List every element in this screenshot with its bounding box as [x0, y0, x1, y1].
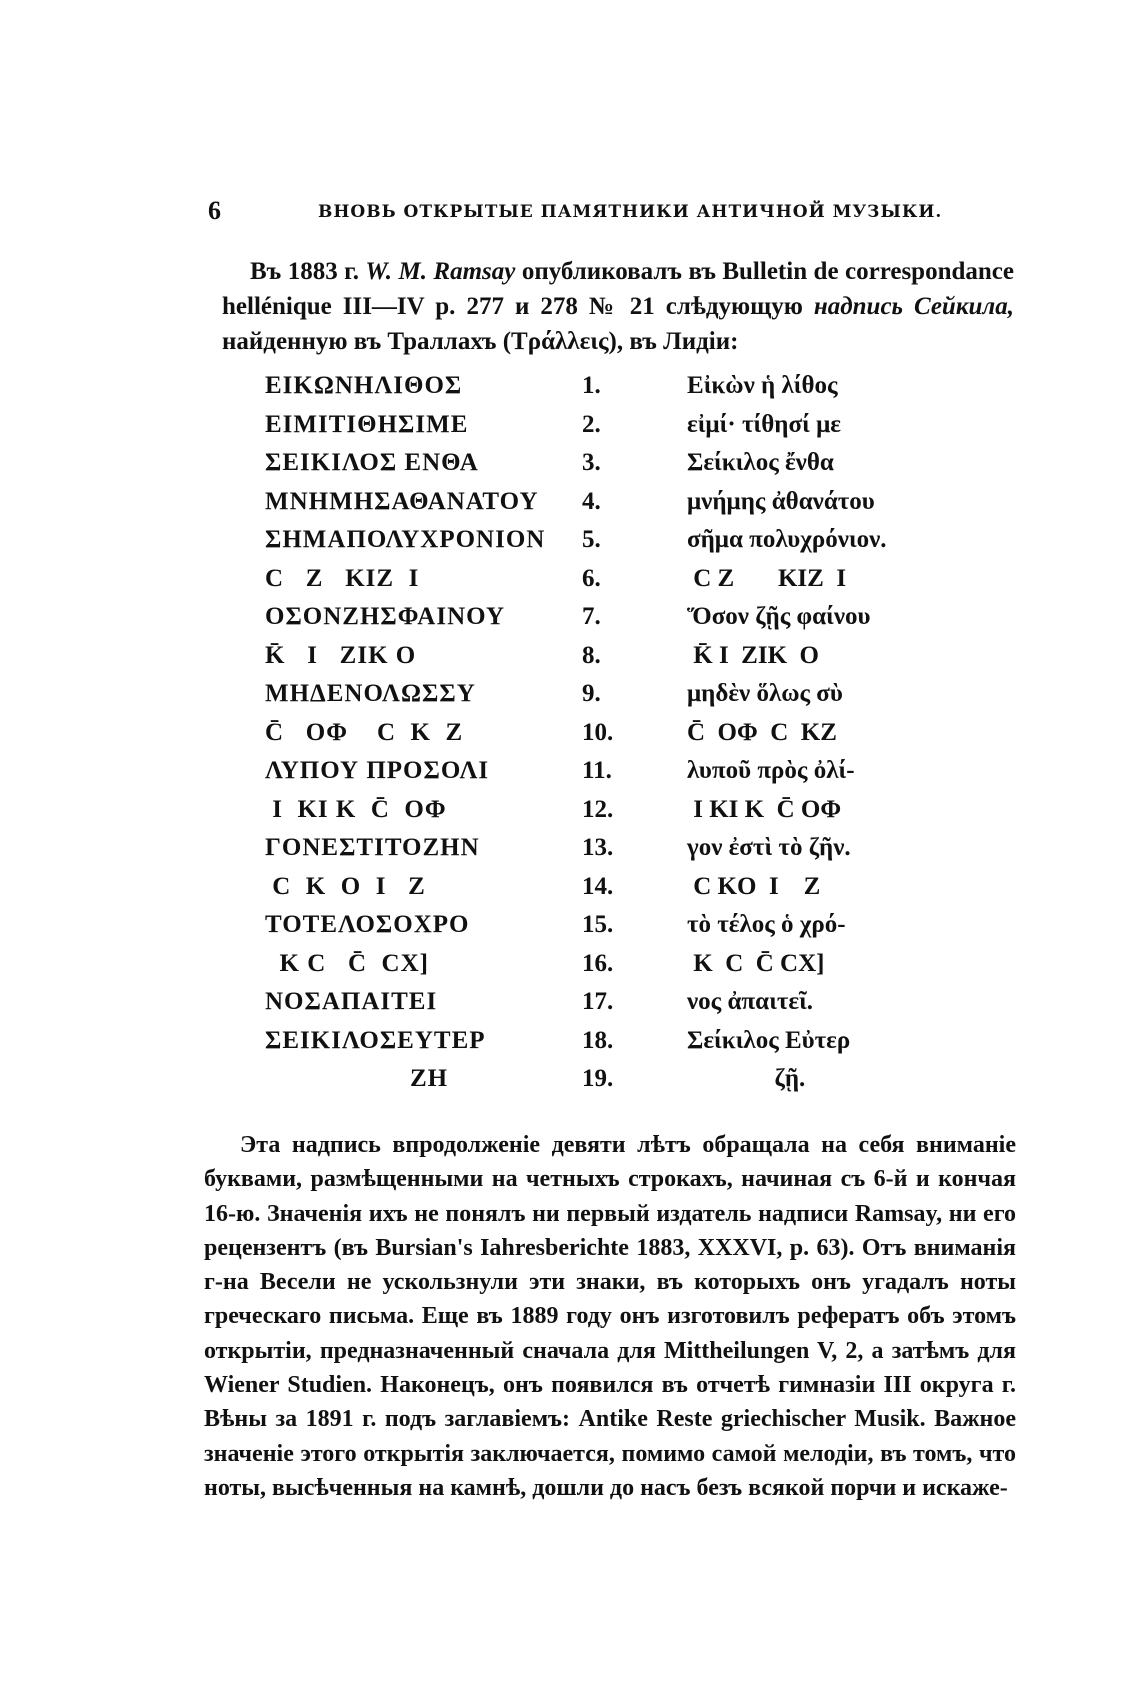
inscription-table: [265, 372, 925, 1104]
transcription-text: Σείκιλος ἔνθα: [687, 449, 834, 476]
inscription-line: [265, 950, 925, 989]
transcription-text: εἰμί· τίθησί με: [687, 410, 841, 438]
inscription-line: [265, 796, 925, 835]
transcription-text: ζῇ.: [687, 1065, 806, 1092]
greek-text: K C C̄ CX]: [265, 949, 429, 977]
inscription-line: [265, 526, 925, 565]
inscription-line: [265, 488, 925, 527]
author-name: W. M. Ramsay: [365, 258, 516, 285]
line-number: 4.: [582, 487, 601, 515]
transcription-text: C̄ OΦ C KZ: [687, 718, 837, 746]
transcription-text: λυποῦ πρὸς ὀλί-: [687, 757, 855, 784]
greek-text: ΕΙΚΩΝΗΛΙΘΟΣ: [265, 372, 463, 399]
inscription-line: [265, 565, 925, 604]
greek-text: ΜΝΗΜΗΣΑΘΑΝΑΤΟΥ: [265, 487, 539, 515]
greek-text: I KI K C̄ OΦ: [265, 795, 447, 823]
intro-text: опубликовалъ въ Bulletin de correspondance hellénique III—IV р. 277 и 278 № 21 слѣдующую: [222, 258, 1014, 320]
intro-paragraph: [222, 254, 1014, 359]
transcription-text: K̄ I ZIK O: [687, 641, 819, 669]
transcription-text: μηδὲν ὅλως σὺ: [687, 680, 843, 707]
greek-text: ΤΟΤΕΛΟΣΟΧΡΟ: [265, 911, 470, 938]
line-number: 15.: [582, 911, 614, 938]
inscription-line: [265, 911, 925, 950]
line-number: 7.: [582, 603, 601, 630]
transcription-text: Ὅσον ζῇς φαίνου: [687, 603, 871, 630]
inscription-line: [265, 757, 925, 796]
inscription-line: [265, 834, 925, 873]
line-number: 16.: [582, 949, 614, 977]
greek-text: ΣΕΙΚΙΛΟΣ ΕΝΘΑ: [265, 449, 479, 476]
inscription-line: [265, 449, 925, 488]
greek-text: ΣΗΜΑΠΟΛΥΧΡΟΝΙΟΝ: [265, 526, 546, 553]
greek-text: ΜΗΔΕΝΟΛΩΣΣΥ: [265, 680, 476, 707]
running-title: ВНОВЬ ОТКРЫТЫЕ ПАМЯТНИКИ АНТИЧНОЙ МУЗЫКИ.: [318, 202, 943, 222]
transcription-text: I KI K C̄ OΦ: [687, 795, 842, 823]
inscription-line: [265, 603, 925, 642]
line-number: 1.: [582, 372, 601, 399]
inscription-name: надпись Сейкила,: [813, 293, 1014, 320]
greek-text: C̄ OΦ C K Z: [265, 718, 464, 746]
line-number: 18.: [582, 1026, 614, 1054]
line-number: 11.: [582, 757, 612, 784]
greek-text: ΝΟΣΑΠΑΙΤΕΙ: [265, 988, 438, 1015]
inscription-line: [265, 719, 925, 758]
transcription-text: μνήμης ἀθανάτου: [687, 487, 875, 515]
greek-text: ΕΙΜΙΤΙΘΗΣΙΜΕ: [265, 410, 469, 438]
greek-text: ΟΣΟΝΖΗΣΦΑΙΝΟΥ: [265, 603, 506, 630]
inscription-line: [265, 680, 925, 719]
intro-text: найденную въ Траллахъ (Τράλλεις), въ Лидіи:: [222, 328, 739, 355]
line-number: 3.: [582, 449, 601, 476]
transcription-text: γον ἐστὶ τὸ ζῆν.: [687, 834, 851, 861]
inscription-line: [265, 1065, 925, 1104]
line-number: 14.: [582, 872, 614, 900]
line-number: 5.: [582, 526, 601, 553]
line-number: 17.: [582, 988, 614, 1015]
line-number: 10.: [582, 718, 614, 746]
line-number: 19.: [582, 1065, 614, 1092]
line-number: 9.: [582, 680, 601, 707]
line-number: 12.: [582, 795, 614, 823]
transcription-text: K C C̄ CX]: [687, 949, 825, 977]
transcription-text: σῆμα πολυχρόνιον.: [687, 526, 887, 553]
inscription-line: [265, 372, 925, 411]
intro-text: Въ 1883 г.: [250, 258, 366, 285]
transcription-text: Εἰκὼν ἡ λίθος: [687, 372, 838, 399]
transcription-text: C KO I Z: [687, 872, 821, 900]
line-number: 6.: [582, 564, 601, 592]
transcription-text: νος ἀπαιτεῖ.: [687, 988, 814, 1015]
greek-text: C K O I Z: [265, 872, 426, 900]
greek-text: ΣΕΙΚΙΛΟΣΕΥΤΕΡ: [265, 1026, 486, 1054]
body-paragraph: Эта надпись впродолженіе девяти лѣтъ обращала на себя вниманіе буквами, размѣщенными на четныхъ строкахъ, начиная съ 6-й и кончая 16-ю. Значенія ихъ не понялъ ни первый издатель надписи Ramsay, ни его рецензентъ (въ Bursian's Iahresberichte 1883, XXXVI, р. 63). Отъ вниманія г-на Весели не ускользнули эти знаки, въ которыхъ онъ угадалъ ноты греческаго письма. Еще въ 1889 году онъ изготовилъ рефератъ объ этомъ открытіи, предназначенный сначала для Mittheilungen V, 2, а затѣмъ для Wiener Studien. Наконецъ, онъ появился въ отчетѣ гимназіи III округа г. Вѣны за 1891 г. подъ заглавіемъ: Antike Reste griechischer Musik. Важное значеніе этого открытія заключается, помимо самой мелодіи, въ томъ, что ноты, высѣченныя на камнѣ, дошли до насъ безъ всякой порчи и искаже-: [204, 1132, 1016, 1501]
body-text: [204, 1128, 1016, 1505]
inscription-line: [265, 873, 925, 912]
transcription-text: Σείκιλος Εὐτερ: [687, 1026, 851, 1054]
inscription-line: [265, 1027, 925, 1066]
inscription-line: [265, 988, 925, 1027]
line-number: 8.: [582, 641, 601, 669]
line-number: 2.: [582, 410, 601, 438]
greek-text: ΓΟΝΕΣΤΙΤΟΖΗΝ: [265, 834, 480, 861]
line-number: 13.: [582, 834, 614, 861]
greek-text: ΛΥΠΟΥ ΠΡΟΣΟΛΙ: [265, 757, 490, 784]
transcription-text: C Z KIZ I: [687, 564, 847, 592]
inscription-line: [265, 411, 925, 450]
inscription-line: [265, 642, 925, 681]
page-number: 6: [208, 196, 222, 225]
running-header: [208, 196, 943, 236]
greek-text: ZH: [265, 1065, 449, 1092]
transcription-text: τὸ τέλος ὁ χρό-: [687, 911, 846, 938]
greek-text: K̄ I ZIK O: [265, 641, 417, 669]
greek-text: C Z KIZ I: [265, 564, 420, 592]
